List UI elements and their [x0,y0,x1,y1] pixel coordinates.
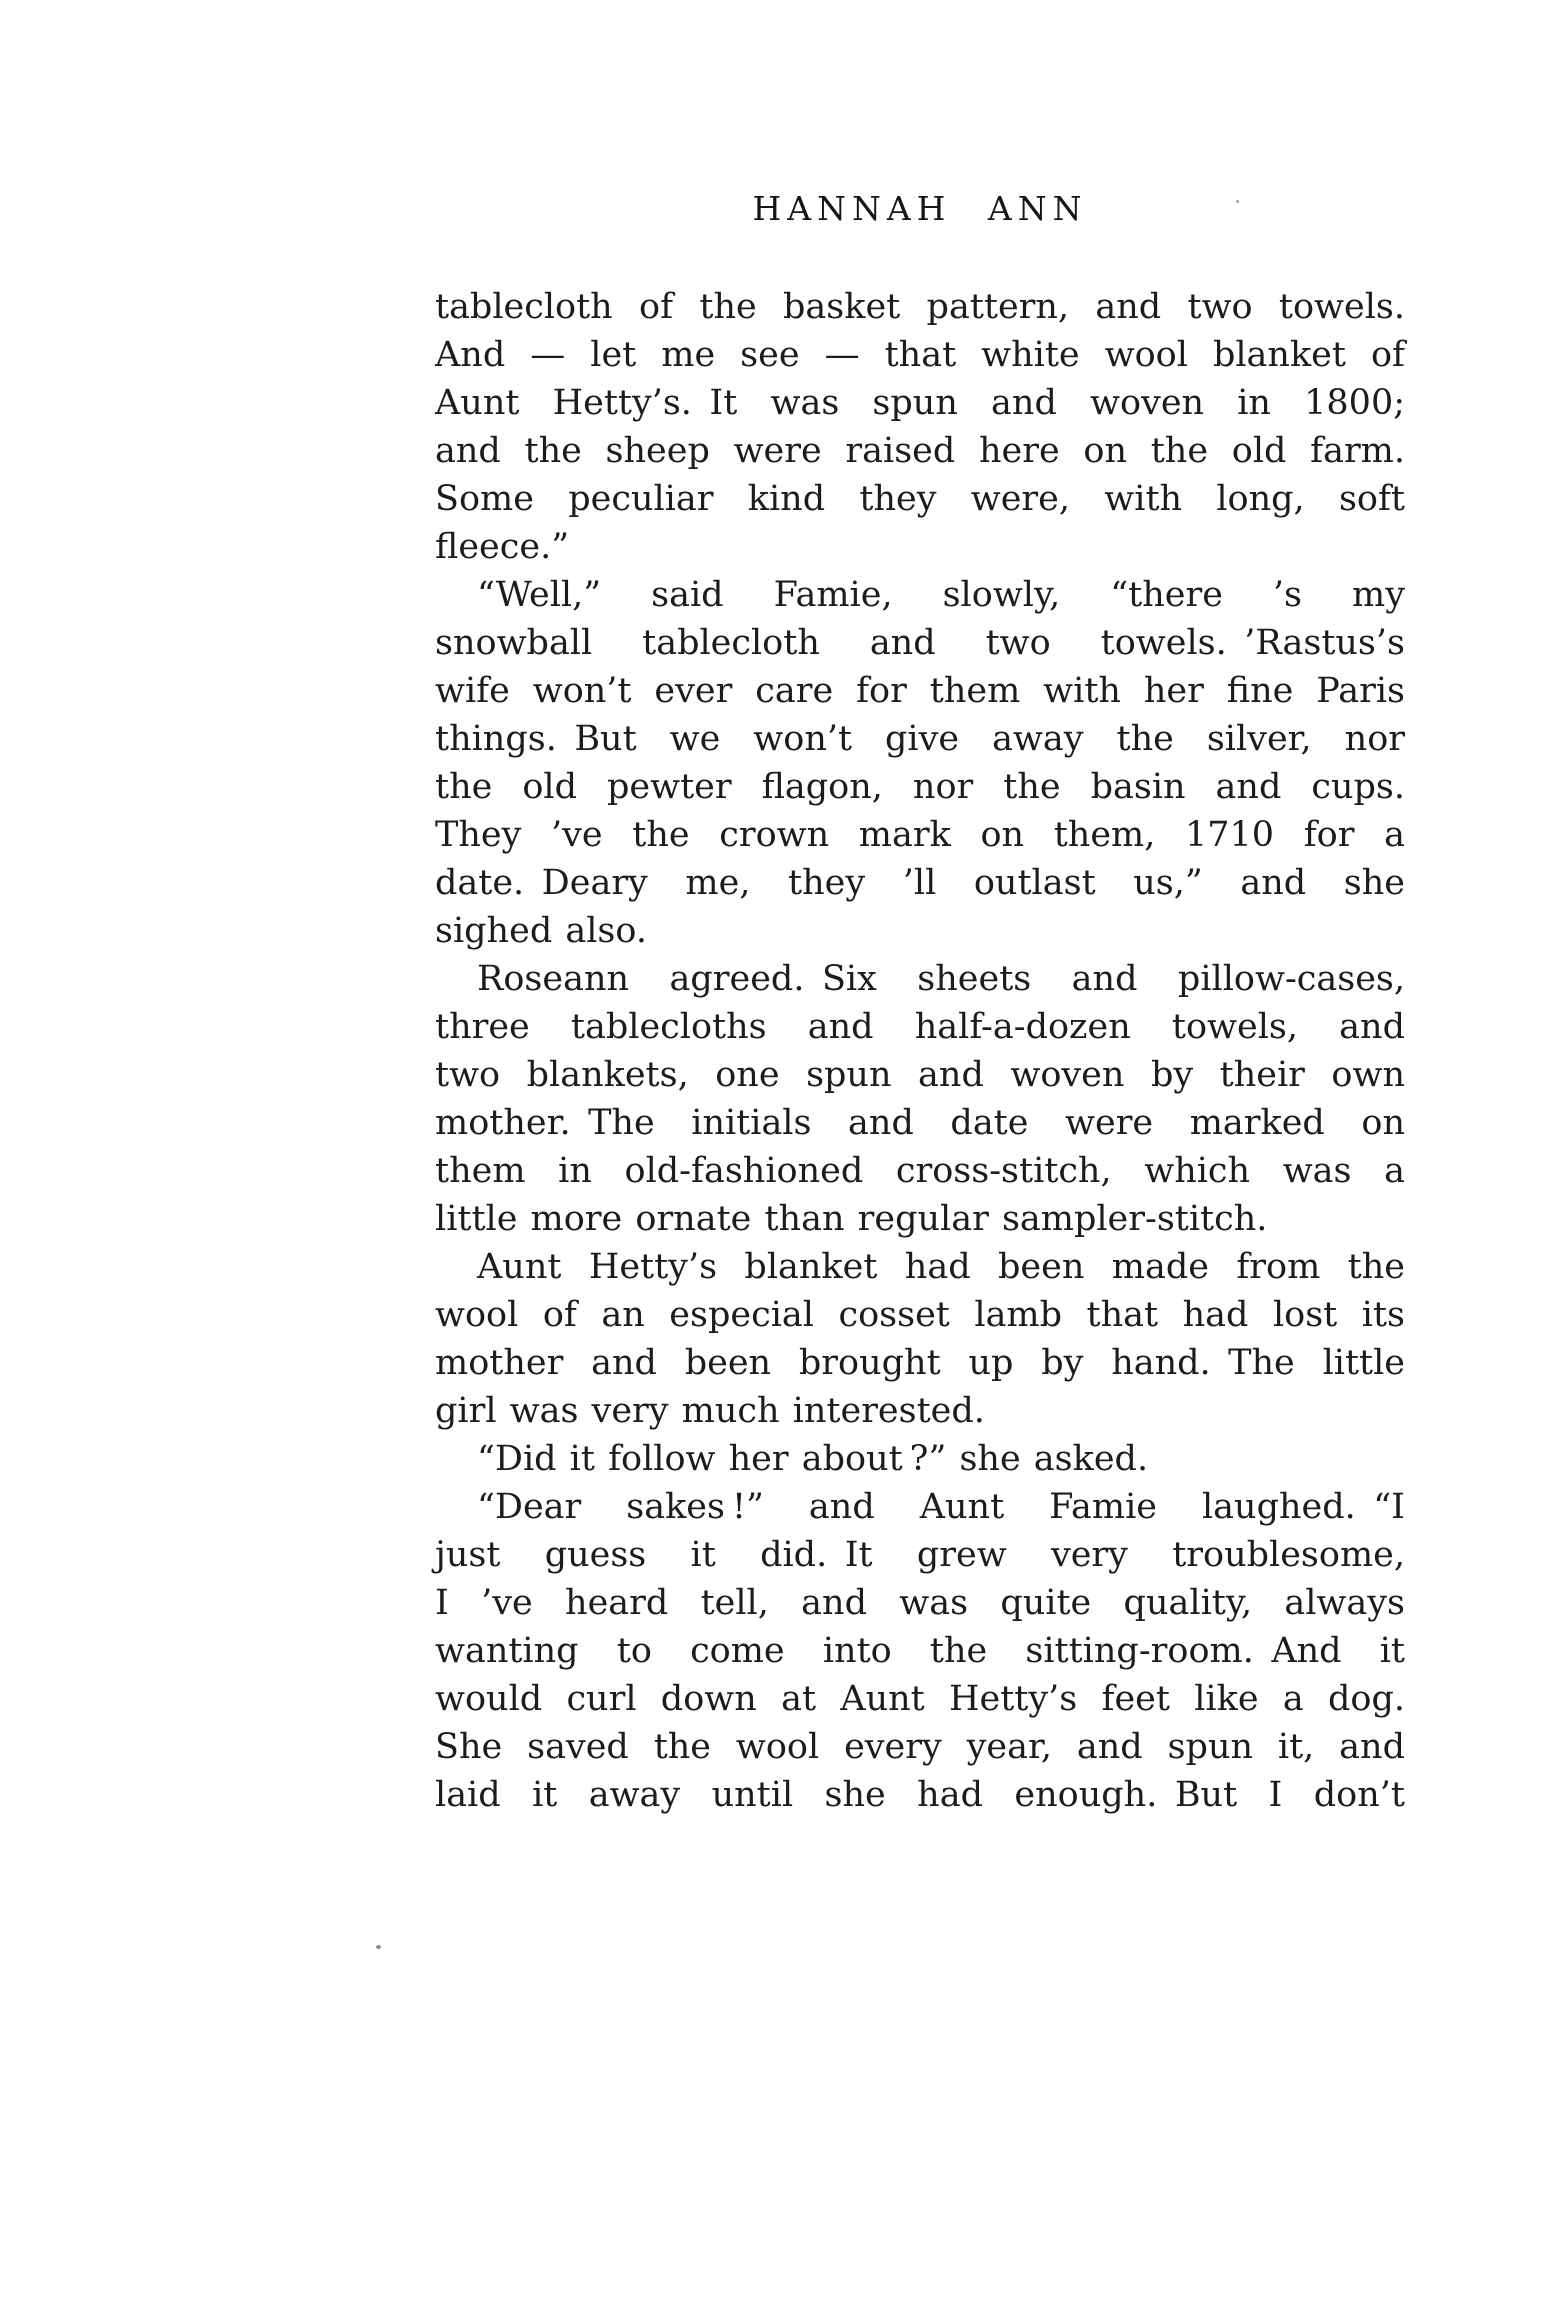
text-line: and the sheep were raised here on the old farm. [435,431,1405,471]
text-line: the old pewter flagon, nor the basin and cups. [435,767,1405,807]
text-line: two blankets, one spun and woven by their own [435,1055,1405,1095]
text-line: Some peculiar kind they were, with long, soft [435,479,1405,519]
text-line: fleece.” [435,527,570,567]
text-line: wife won’t ever care for them with her fine Paris [435,671,1405,711]
text-line: And — let me see — that white wool blanket of [435,335,1405,375]
text-line: She saved the wool every year, and spun it, and [435,1727,1405,1767]
text-line: date. Deary me, they ’ll outlast us,” and she [435,863,1405,903]
text-line: “Dear sakes !” and Aunt Famie laughed. “I [477,1487,1405,1527]
text-line: laid it away until she had enough. But I don’t [435,1775,1405,1815]
text-line: I ’ve heard tell, and was quite quality, always [435,1583,1405,1623]
text-line: Aunt Hetty’s. It was spun and woven in 1800; [435,383,1405,423]
text-line: sighed also. [435,911,647,951]
text-line: Roseann agreed. Six sheets and pillow-cases, [477,959,1405,999]
text-line: snowball tablecloth and two towels. ’Rastus’s [435,623,1405,663]
text-line: three tablecloths and half-a-dozen towels, and [435,1007,1405,1047]
text-line: mother. The initials and date were marked on [435,1103,1405,1143]
text-line: little more ornate than regular sampler-stitch. [435,1199,1268,1239]
text-line: girl was very much interested. [435,1391,985,1431]
text-line: wanting to come into the sitting-room. And it [435,1631,1405,1671]
text-line: They ’ve the crown mark on them, 1710 for a [435,815,1405,855]
text-line: mother and been brought up by hand. The little [435,1343,1405,1383]
text-line: wool of an especial cosset lamb that had lost its [435,1295,1405,1335]
text-line: “Well,” said Famie, slowly, “there ’s my [477,575,1405,615]
running-head: HANNAH ANN [752,189,1088,228]
text-line: would curl down at Aunt Hetty’s feet like a dog. [435,1679,1405,1719]
text-line: tablecloth of the basket pattern, and two towels. [435,287,1405,327]
text-line: “Did it follow her about ?” she asked. [477,1439,1149,1479]
text-line: just guess it did. It grew very troublesome, [435,1535,1405,1575]
text-block [435,283,1405,1819]
text-line: Aunt Hetty’s blanket had been made from the [477,1247,1405,1287]
text-line: them in old-fashioned cross-stitch, which was a [435,1151,1405,1191]
ink-speck [1236,200,1239,203]
text-line: things. But we won’t give away the silver, nor [435,719,1405,759]
ink-speck [376,1945,381,1949]
